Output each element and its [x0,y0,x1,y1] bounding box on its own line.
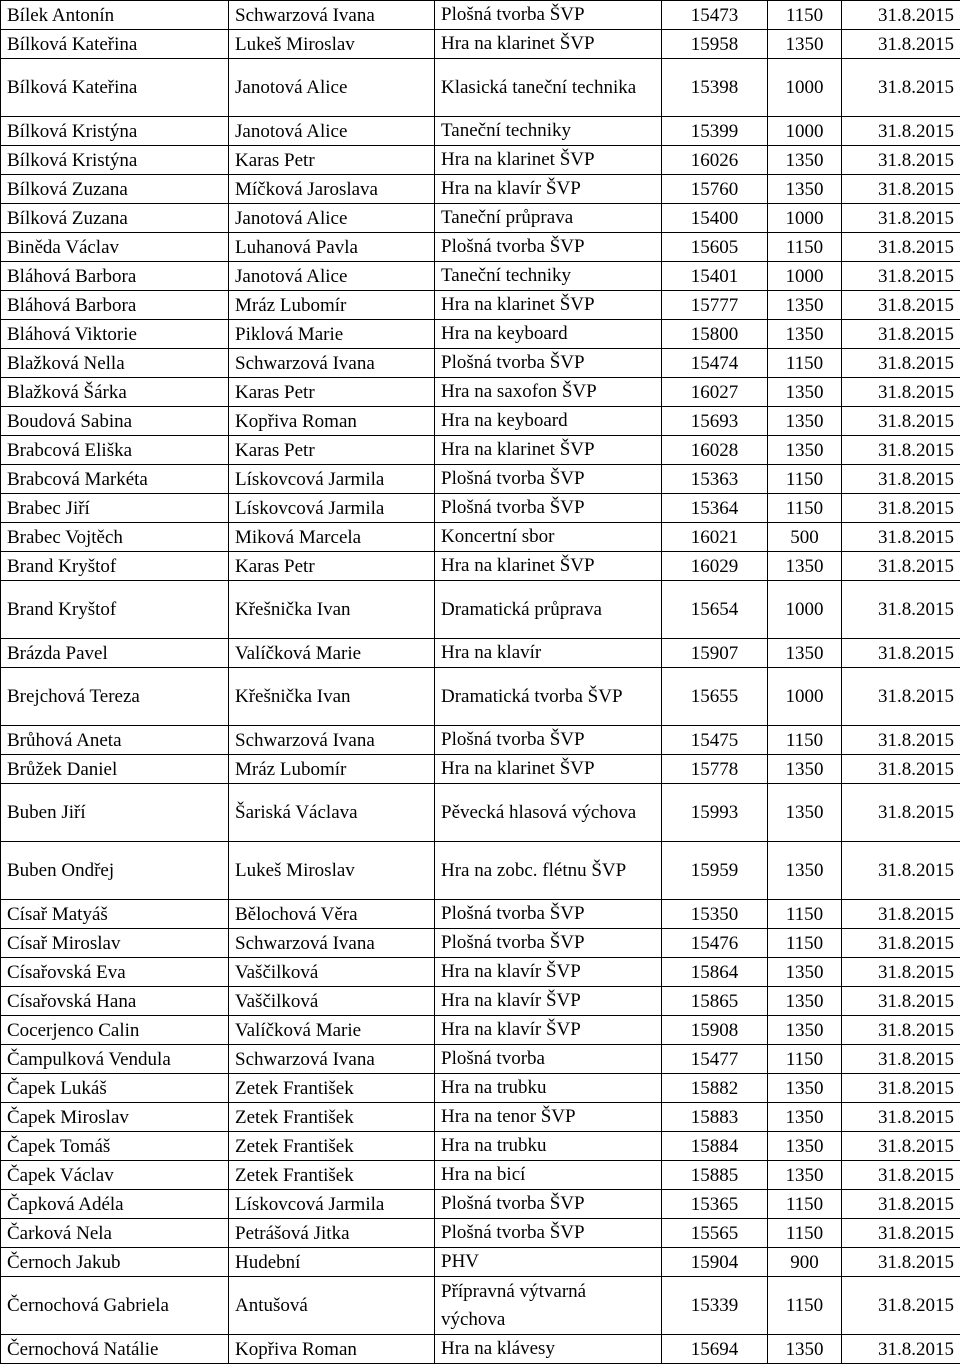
student-name-cell: Bílková Kristýna [1,117,229,146]
teacher-name-cell: Mráz Lubomír [229,291,435,320]
course-code-cell: 15654 [662,581,768,639]
course-name-cell: Plošná tvorba ŠVP [435,494,662,523]
course-code-cell: 15398 [662,59,768,117]
fee-amount-cell: 1150 [768,726,842,755]
fee-amount-cell: 1350 [768,30,842,59]
student-name-cell: Čapek Tomáš [1,1132,229,1161]
course-name-cell: Hra na klávesy [435,1335,662,1364]
teacher-name-cell: Antušová [229,1277,435,1335]
teacher-name-cell: Zetek František [229,1074,435,1103]
student-name-cell: Bílková Kateřina [1,59,229,117]
student-name-cell: Císař Matyáš [1,900,229,929]
fee-amount-cell: 1350 [768,378,842,407]
due-date-cell: 31.8.2015 [842,987,960,1016]
course-name-cell: Plošná tvorba [435,1045,662,1074]
teacher-name-cell: Lukeš Miroslav [229,30,435,59]
course-name-cell: Klasická taneční technika [435,59,662,117]
student-name-cell: Čarková Nela [1,1219,229,1248]
table-row [1,1016,960,1045]
due-date-cell: 31.8.2015 [842,146,960,175]
course-code-cell: 15475 [662,726,768,755]
table-row [1,1219,960,1248]
student-name-cell: Černoch Jakub [1,1248,229,1277]
fee-amount-cell: 1150 [768,349,842,378]
course-name-cell: Plošná tvorba ŠVP [435,1,662,30]
teacher-name-cell: Křešnička Ivan [229,581,435,639]
table-row [1,958,960,987]
fee-amount-cell: 1350 [768,842,842,900]
table-row [1,1161,960,1190]
course-code-cell: 15882 [662,1074,768,1103]
course-name-cell: Hra na klavír ŠVP [435,958,662,987]
fee-amount-cell: 1150 [768,465,842,494]
fee-amount-cell: 1350 [768,552,842,581]
course-code-cell: 15760 [662,175,768,204]
student-name-cell: Cocerjenco Calin [1,1016,229,1045]
course-code-cell: 15885 [662,1161,768,1190]
fee-amount-cell: 1350 [768,1161,842,1190]
student-name-cell: Bláhová Barbora [1,262,229,291]
course-code-cell: 15605 [662,233,768,262]
student-name-cell: Bílková Zuzana [1,204,229,233]
student-name-cell: Císařovská Eva [1,958,229,987]
fee-amount-cell: 1150 [768,1190,842,1219]
course-code-cell: 15908 [662,1016,768,1045]
course-code-cell: 15777 [662,291,768,320]
due-date-cell: 31.8.2015 [842,581,960,639]
course-name-cell: Hra na trubku [435,1132,662,1161]
fee-amount-cell: 1350 [768,1074,842,1103]
student-name-cell: Bláhová Barbora [1,291,229,320]
student-name-cell: Čapek Václav [1,1161,229,1190]
teacher-name-cell: Kopřiva Roman [229,1335,435,1364]
fee-amount-cell: 1350 [768,436,842,465]
course-code-cell: 15883 [662,1103,768,1132]
due-date-cell: 31.8.2015 [842,233,960,262]
fee-amount-cell: 1000 [768,668,842,726]
fee-amount-cell: 1350 [768,958,842,987]
student-name-cell: Císař Miroslav [1,929,229,958]
enrollment-table-body [1,1,960,1364]
teacher-name-cell: Zetek František [229,1161,435,1190]
student-name-cell: Buben Jiří [1,784,229,842]
due-date-cell: 31.8.2015 [842,30,960,59]
due-date-cell: 31.8.2015 [842,204,960,233]
due-date-cell: 31.8.2015 [842,59,960,117]
table-row [1,842,960,900]
teacher-name-cell: Lískovcová Jarmila [229,1190,435,1219]
course-code-cell: 15993 [662,784,768,842]
course-name-cell: Hra na klavír ŠVP [435,1016,662,1045]
course-name-cell: Hra na klavír ŠVP [435,987,662,1016]
course-code-cell: 15339 [662,1277,768,1335]
teacher-name-cell: Valíčková Marie [229,1016,435,1045]
student-name-cell: Blažková Nella [1,349,229,378]
teacher-name-cell: Karas Petr [229,146,435,175]
due-date-cell: 31.8.2015 [842,1016,960,1045]
fee-amount-cell: 1150 [768,1045,842,1074]
course-code-cell: 15476 [662,929,768,958]
table-row [1,668,960,726]
fee-amount-cell: 1350 [768,639,842,668]
fee-amount-cell: 1350 [768,407,842,436]
course-name-cell: Dramatická tvorba ŠVP [435,668,662,726]
teacher-name-cell: Luhanová Pavla [229,233,435,262]
fee-amount-cell: 1350 [768,784,842,842]
student-name-cell: Bílková Kateřina [1,30,229,59]
course-name-cell: Plošná tvorba ŠVP [435,1219,662,1248]
table-row [1,900,960,929]
course-name-cell: Hra na zobc. flétnu ŠVP [435,842,662,900]
fee-amount-cell: 1150 [768,929,842,958]
course-name-cell: Hra na klarinet ŠVP [435,30,662,59]
due-date-cell: 31.8.2015 [842,465,960,494]
fee-amount-cell: 1150 [768,233,842,262]
teacher-name-cell: Schwarzová Ivana [229,929,435,958]
fee-amount-cell: 1000 [768,262,842,291]
course-code-cell: 15400 [662,204,768,233]
table-row [1,1277,960,1335]
due-date-cell: 31.8.2015 [842,755,960,784]
course-name-cell: Koncertní sbor [435,523,662,552]
fee-amount-cell: 1150 [768,900,842,929]
student-name-cell: Císařovská Hana [1,987,229,1016]
fee-amount-cell: 1350 [768,175,842,204]
due-date-cell: 31.8.2015 [842,262,960,291]
due-date-cell: 31.8.2015 [842,1248,960,1277]
due-date-cell: 31.8.2015 [842,349,960,378]
fee-amount-cell: 1000 [768,117,842,146]
table-row [1,784,960,842]
teacher-name-cell: Karas Petr [229,378,435,407]
due-date-cell: 31.8.2015 [842,1045,960,1074]
due-date-cell: 31.8.2015 [842,958,960,987]
course-name-cell: Hra na keyboard [435,320,662,349]
teacher-name-cell: Křešnička Ivan [229,668,435,726]
teacher-name-cell: Vaščilková [229,987,435,1016]
student-name-cell: Blažková Šárka [1,378,229,407]
teacher-name-cell: Schwarzová Ivana [229,1,435,30]
table-row [1,755,960,784]
table-row [1,639,960,668]
course-name-cell: Taneční techniky [435,262,662,291]
due-date-cell: 31.8.2015 [842,929,960,958]
teacher-name-cell: Piklová Marie [229,320,435,349]
due-date-cell: 31.8.2015 [842,523,960,552]
course-name-cell: Přípravná výtvarná výchova [435,1277,662,1335]
student-name-cell: Brabcová Eliška [1,436,229,465]
student-name-cell: Brůžek Daniel [1,755,229,784]
course-name-cell: Hra na keyboard [435,407,662,436]
student-name-cell: Čapek Miroslav [1,1103,229,1132]
table-row [1,117,960,146]
teacher-name-cell: Janotová Alice [229,117,435,146]
course-code-cell: 15655 [662,668,768,726]
table-row [1,1,960,30]
table-row [1,146,960,175]
fee-amount-cell: 1150 [768,1277,842,1335]
course-code-cell: 15399 [662,117,768,146]
due-date-cell: 31.8.2015 [842,1219,960,1248]
fee-amount-cell: 1350 [768,1103,842,1132]
course-name-cell: Plošná tvorba ŠVP [435,900,662,929]
course-code-cell: 15958 [662,30,768,59]
fee-amount-cell: 1150 [768,494,842,523]
student-name-cell: Bílková Zuzana [1,175,229,204]
course-code-cell: 15365 [662,1190,768,1219]
teacher-name-cell: Schwarzová Ivana [229,726,435,755]
teacher-name-cell: Miková Marcela [229,523,435,552]
course-code-cell: 15959 [662,842,768,900]
table-row [1,233,960,262]
table-row [1,349,960,378]
teacher-name-cell: Schwarzová Ivana [229,349,435,378]
course-name-cell: Plošná tvorba ŠVP [435,1190,662,1219]
course-code-cell: 15363 [662,465,768,494]
fee-amount-cell: 500 [768,523,842,552]
table-row [1,175,960,204]
course-name-cell: Pěvecká hlasová výchova [435,784,662,842]
teacher-name-cell: Zetek František [229,1132,435,1161]
teacher-name-cell: Šariská Václava [229,784,435,842]
table-row [1,1045,960,1074]
course-code-cell: 15907 [662,639,768,668]
fee-amount-cell: 1350 [768,1132,842,1161]
course-name-cell: Hra na klavír [435,639,662,668]
fee-amount-cell: 1350 [768,987,842,1016]
teacher-name-cell: Lískovcová Jarmila [229,494,435,523]
student-name-cell: Bláhová Viktorie [1,320,229,349]
fee-amount-cell: 1000 [768,59,842,117]
course-code-cell: 15364 [662,494,768,523]
due-date-cell: 31.8.2015 [842,552,960,581]
course-code-cell: 15693 [662,407,768,436]
course-code-cell: 15884 [662,1132,768,1161]
fee-amount-cell: 1000 [768,581,842,639]
due-date-cell: 31.8.2015 [842,1103,960,1132]
table-row [1,581,960,639]
course-code-cell: 15800 [662,320,768,349]
teacher-name-cell: Janotová Alice [229,59,435,117]
student-name-cell: Černochová Natálie [1,1335,229,1364]
table-row [1,1335,960,1364]
teacher-name-cell: Lukeš Miroslav [229,842,435,900]
course-name-cell: Plošná tvorba ŠVP [435,349,662,378]
course-name-cell: Plošná tvorba ŠVP [435,929,662,958]
fee-amount-cell: 1350 [768,146,842,175]
table-row [1,291,960,320]
table-row [1,1132,960,1161]
teacher-name-cell: Petrášová Jitka [229,1219,435,1248]
course-code-cell: 15477 [662,1045,768,1074]
teacher-name-cell: Janotová Alice [229,204,435,233]
course-name-cell: Hra na klarinet ŠVP [435,755,662,784]
student-name-cell: Brejchová Tereza [1,668,229,726]
course-code-cell: 15473 [662,1,768,30]
due-date-cell: 31.8.2015 [842,1161,960,1190]
table-row [1,30,960,59]
teacher-name-cell: Karas Petr [229,552,435,581]
course-name-cell: Dramatická průprava [435,581,662,639]
course-code-cell: 15865 [662,987,768,1016]
course-name-cell: Taneční průprava [435,204,662,233]
teacher-name-cell: Janotová Alice [229,262,435,291]
course-name-cell: Plošná tvorba ŠVP [435,465,662,494]
course-code-cell: 16027 [662,378,768,407]
student-name-cell: Čapková Adéla [1,1190,229,1219]
table-row [1,929,960,958]
teacher-name-cell: Míčková Jaroslava [229,175,435,204]
due-date-cell: 31.8.2015 [842,842,960,900]
course-name-cell: Plošná tvorba ŠVP [435,233,662,262]
table-row [1,1103,960,1132]
due-date-cell: 31.8.2015 [842,1277,960,1335]
student-name-cell: Brabec Jiří [1,494,229,523]
table-row [1,523,960,552]
course-name-cell: Taneční techniky [435,117,662,146]
course-name-cell: Plošná tvorba ŠVP [435,726,662,755]
teacher-name-cell: Bělochová Věra [229,900,435,929]
course-name-cell: Hra na trubku [435,1074,662,1103]
course-name-cell: Hra na bicí [435,1161,662,1190]
due-date-cell: 31.8.2015 [842,726,960,755]
fee-amount-cell: 1350 [768,291,842,320]
due-date-cell: 31.8.2015 [842,436,960,465]
fee-amount-cell: 1350 [768,1335,842,1364]
teacher-name-cell: Vaščilková [229,958,435,987]
fee-amount-cell: 900 [768,1248,842,1277]
due-date-cell: 31.8.2015 [842,900,960,929]
due-date-cell: 31.8.2015 [842,1074,960,1103]
table-row [1,1074,960,1103]
table-row [1,204,960,233]
teacher-name-cell: Schwarzová Ivana [229,1045,435,1074]
fee-amount-cell: 1350 [768,1016,842,1045]
student-name-cell: Buben Ondřej [1,842,229,900]
table-row [1,262,960,291]
fee-amount-cell: 1350 [768,755,842,784]
table-row [1,407,960,436]
student-name-cell: Brabec Vojtěch [1,523,229,552]
course-code-cell: 15401 [662,262,768,291]
table-row [1,987,960,1016]
table-row [1,465,960,494]
teacher-name-cell: Valíčková Marie [229,639,435,668]
due-date-cell: 31.8.2015 [842,639,960,668]
due-date-cell: 31.8.2015 [842,1190,960,1219]
student-name-cell: Brůhová Aneta [1,726,229,755]
due-date-cell: 31.8.2015 [842,117,960,146]
student-name-cell: Brabcová Markéta [1,465,229,494]
course-code-cell: 15694 [662,1335,768,1364]
course-name-cell: Hra na klavír ŠVP [435,175,662,204]
table-row [1,552,960,581]
teacher-name-cell: Kopřiva Roman [229,407,435,436]
fee-amount-cell: 1350 [768,320,842,349]
student-name-cell: Čampulková Vendula [1,1045,229,1074]
teacher-name-cell: Hudební [229,1248,435,1277]
student-name-cell: Černochová Gabriela [1,1277,229,1335]
student-name-cell: Biněda Václav [1,233,229,262]
table-row [1,494,960,523]
due-date-cell: 31.8.2015 [842,1,960,30]
course-name-cell: Hra na tenor ŠVP [435,1103,662,1132]
due-date-cell: 31.8.2015 [842,784,960,842]
student-name-cell: Boudová Sabina [1,407,229,436]
course-code-cell: 15350 [662,900,768,929]
table-row [1,378,960,407]
course-name-cell: Hra na klarinet ŠVP [435,146,662,175]
course-code-cell: 15474 [662,349,768,378]
table-row [1,320,960,349]
student-name-cell: Brand Kryštof [1,552,229,581]
teacher-name-cell: Zetek František [229,1103,435,1132]
teacher-name-cell: Lískovcová Jarmila [229,465,435,494]
student-name-cell: Brázda Pavel [1,639,229,668]
due-date-cell: 31.8.2015 [842,320,960,349]
course-code-cell: 15904 [662,1248,768,1277]
course-name-cell: PHV [435,1248,662,1277]
table-row [1,1248,960,1277]
fee-amount-cell: 1000 [768,204,842,233]
table-row [1,436,960,465]
course-code-cell: 16026 [662,146,768,175]
course-name-cell: Hra na klarinet ŠVP [435,552,662,581]
course-code-cell: 15778 [662,755,768,784]
teacher-name-cell: Karas Petr [229,436,435,465]
course-code-cell: 15864 [662,958,768,987]
table-row [1,726,960,755]
course-code-cell: 16028 [662,436,768,465]
due-date-cell: 31.8.2015 [842,668,960,726]
due-date-cell: 31.8.2015 [842,1132,960,1161]
table-row [1,59,960,117]
due-date-cell: 31.8.2015 [842,1335,960,1364]
course-code-cell: 15565 [662,1219,768,1248]
student-name-cell: Brand Kryštof [1,581,229,639]
course-name-cell: Hra na klarinet ŠVP [435,436,662,465]
due-date-cell: 31.8.2015 [842,407,960,436]
due-date-cell: 31.8.2015 [842,494,960,523]
student-name-cell: Bílek Antonín [1,1,229,30]
table-row [1,1190,960,1219]
teacher-name-cell: Mráz Lubomír [229,755,435,784]
fee-amount-cell: 1150 [768,1219,842,1248]
due-date-cell: 31.8.2015 [842,175,960,204]
fee-amount-cell: 1150 [768,1,842,30]
student-name-cell: Bílková Kristýna [1,146,229,175]
due-date-cell: 31.8.2015 [842,378,960,407]
course-name-cell: Hra na saxofon ŠVP [435,378,662,407]
due-date-cell: 31.8.2015 [842,291,960,320]
course-name-cell: Hra na klarinet ŠVP [435,291,662,320]
student-name-cell: Čapek Lukáš [1,1074,229,1103]
course-code-cell: 16021 [662,523,768,552]
course-code-cell: 16029 [662,552,768,581]
